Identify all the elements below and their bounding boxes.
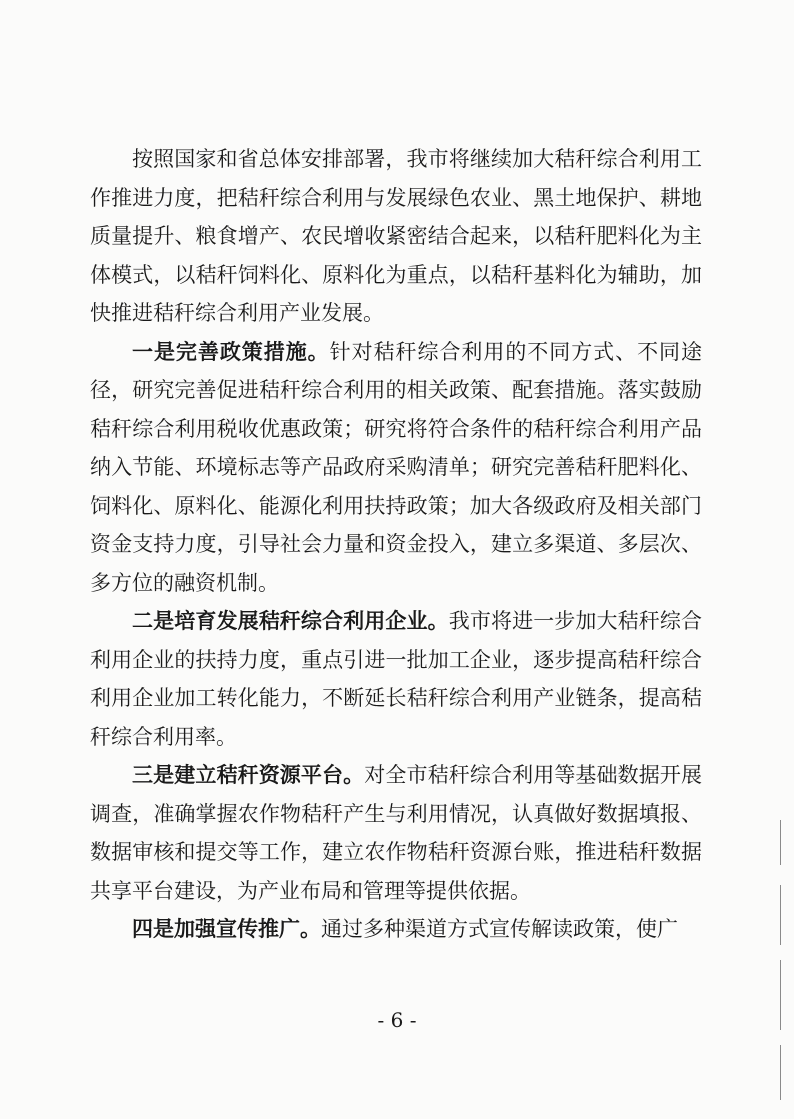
paragraph-text: 我市将进一步加大秸秆综合利用企业的扶持力度，重点引进一批加工企业，逐步提高秸秆综合利用企业加工转化能力，不断延长秸秆综合利用产业链条，提高秸秆综合利用率。 <box>90 609 703 749</box>
scan-edge-line <box>780 885 781 945</box>
paragraph-policy <box>90 333 702 603</box>
paragraph-lead: 二是培育发展秸秆综合利用企业。 <box>132 609 449 633</box>
scan-edge-line <box>780 820 781 865</box>
paragraph-lead: 一是完善政策措施。 <box>132 339 330 364</box>
scan-edge-line <box>780 960 781 1030</box>
paragraph-intro <box>90 140 702 333</box>
paragraph-text: 通过多种渠道方式宣传解读政策，使广 <box>321 917 678 941</box>
paragraph-platform <box>90 756 702 910</box>
paragraph-enterprise <box>90 602 702 756</box>
scan-edge-line <box>780 1045 781 1100</box>
paragraph-lead: 四是加强宣传推广。 <box>132 917 321 941</box>
document-body <box>90 140 702 949</box>
paragraph-text: 按照国家和省总体安排部署，我市将继续加大秸秆综合利用工作推进力度，把秸秆综合利用与发展绿色农业、黑土地保护、耕地质量提升、粮食增产、农民增收紧密结合起来，以秸秆肥料化为主体模式，以秸秆饲料化、原料化为重点，以秸秆基料化为辅助，加快推进秸秆综合利用产业发展。 <box>90 147 702 325</box>
paragraph-publicity <box>90 910 702 949</box>
page-number: - 6 - <box>377 1008 417 1032</box>
paragraph-text: 针对秸秆综合利用的不同方式、不同途径，研究完善促进秸秆综合利用的相关政策、配套措施。落实鼓励秸秆综合利用税收优惠政策；研究将符合条件的秸秆综合利用产品纳入节能、环境标志等产品政府采购清单；研究完善秸秆肥料化、饲料化、原料化、能源化利用扶持政策；加大各级政府及相关部门资金支持力度，引导社会力量和资金投入，建立多渠道、多层次、多方位的融资机制。 <box>90 339 702 595</box>
paragraph-text: 对全市秸秆综合利用等基础数据开展调查，准确掌握农作物秸秆产生与利用情况，认真做好数据填报、数据审核和提交等工作，建立农作物秸秆资源台账，推进秸秆数据共享平台建设，为产业布局和管理等提供依据。 <box>90 763 703 903</box>
paragraph-lead: 三是建立秸秆资源平台。 <box>132 763 365 787</box>
